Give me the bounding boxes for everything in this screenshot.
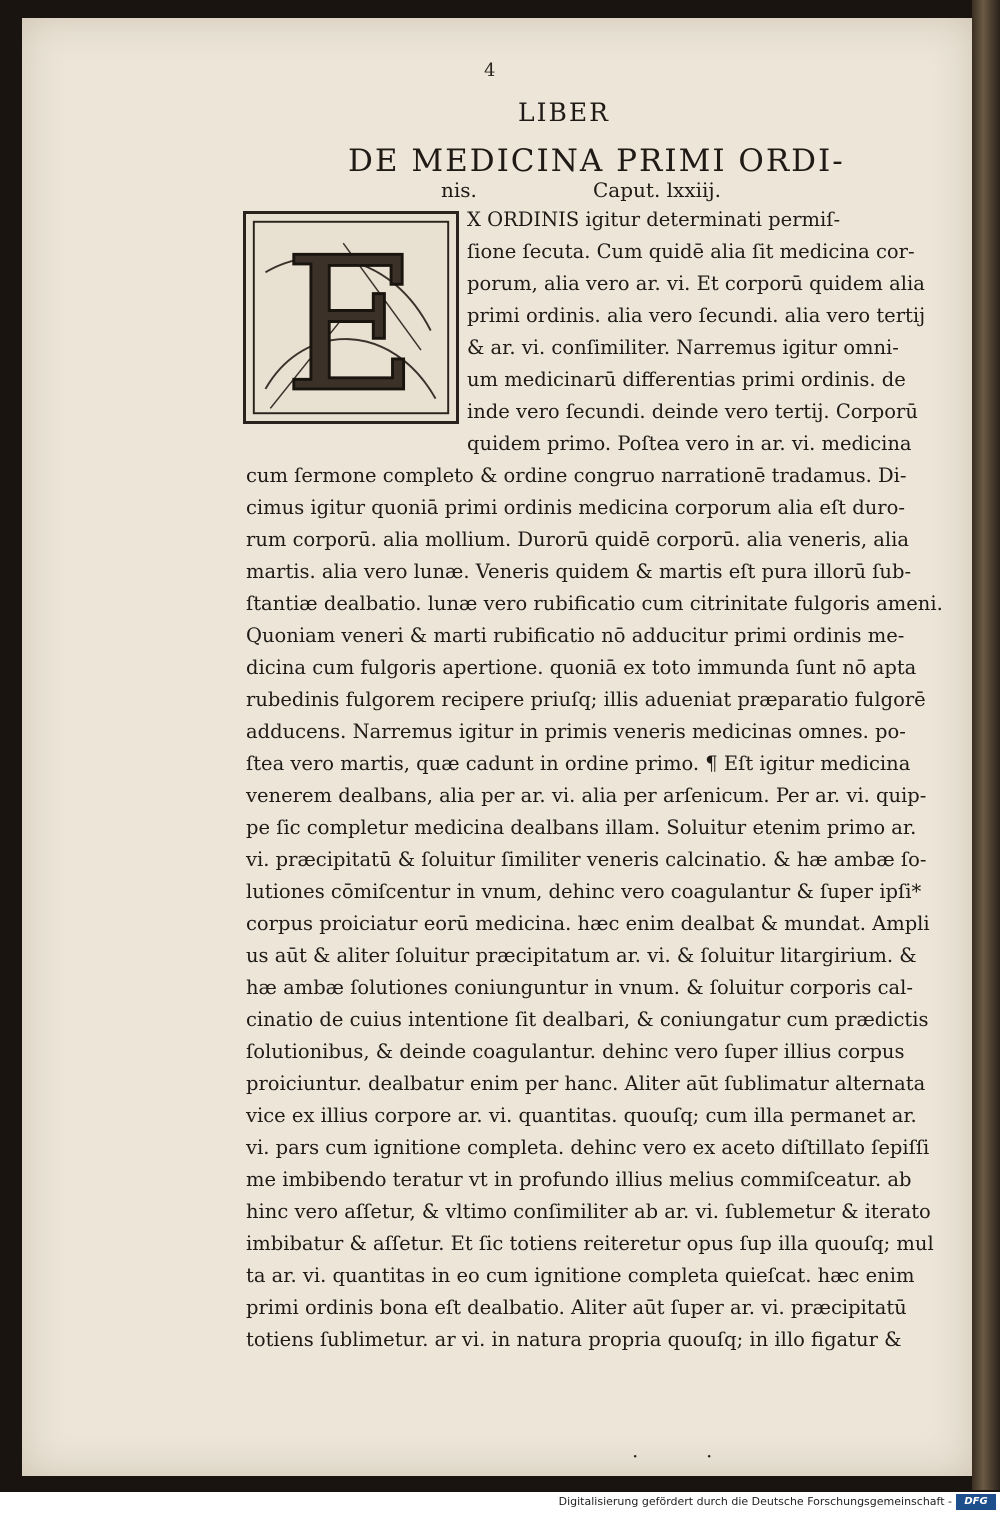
- text-line: lutiones cōmiſcentur in vnum, dehinc vero coagulantur & ſuper ipſi*: [246, 880, 922, 903]
- text-line: ſione ſecuta. Cum quidē alia ſit medicina cor-: [467, 240, 915, 263]
- folio-number: 4: [484, 60, 496, 81]
- text-line: us aūt & aliter ſoluitur præcipitatum ar. vi. & ſoluitur litargirium. &: [246, 944, 917, 967]
- initial-letter-glyph: E: [283, 217, 419, 421]
- digitization-footer: [0, 1492, 1000, 1514]
- text-line: hinc vero aſſetur, & vltimo conſimiliter ab ar. vi. ſublemetur & iterato: [246, 1200, 931, 1223]
- text-line: rum corporū. alia mollium. Durorū quidē corporū. alia veneris, alia: [246, 528, 909, 551]
- text-line: porum, alia vero ar. vi. Et corporū quidem alia: [467, 272, 925, 295]
- text-line: ſolutionibus, & deinde coagulantur. dehinc vero ſuper illius corpus: [246, 1040, 905, 1063]
- text-line: & ar. vi. conſimiliter. Narremus igitur omni-: [467, 336, 899, 359]
- text-line: ta ar. vi. quantitas in eo cum ignitione completa quieſcat. hæc enim: [246, 1264, 915, 1287]
- chapter-title-continued: nis.: [441, 178, 477, 202]
- text-line: adducens. Narremus igitur in primis veneris medicinas omnes. po-: [246, 720, 906, 743]
- text-line: inde vero ſecundi. deinde vero tertij. Corporū: [467, 400, 918, 423]
- text-line: imbibatur & aſſetur. Et ſic totiens reiteretur opus ſup illa quouſq; mul: [246, 1232, 934, 1255]
- text-line: rubedinis fulgorem recipere priuſq; illis adueniat præparatio fulgorē: [246, 688, 926, 711]
- text-line: dicina cum fulgoris apertione. quoniā ex toto immunda ſunt nō apta: [246, 656, 917, 679]
- signature-mark: ·: [632, 1444, 639, 1468]
- signature-mark: ·: [706, 1444, 713, 1468]
- text-line: martis. alia vero lunæ. Veneris quidem & martis eſt pura illorū ſub-: [246, 560, 912, 583]
- text-line: Quoniam veneri & marti rubificatio nō adducitur primi ordinis me-: [246, 624, 905, 647]
- text-line: um medicinarū differentias primi ordinis. de: [467, 368, 906, 391]
- text-line: cimus igitur quoniā primi ordinis medicina corporum alia eſt duro-: [246, 496, 905, 519]
- text-line: X ORDINIS igitur determinati permiſ-: [467, 208, 841, 231]
- text-line: me imbibendo teratur vt in profundo illius melius commiſceatur. ab: [246, 1168, 912, 1191]
- text-line: venerem dealbans, alia per ar. vi. alia per arſenicum. Per ar. vi. quip-: [246, 784, 927, 807]
- running-head: LIBER: [518, 98, 610, 127]
- text-line: primi ordinis. alia vero ſecundi. alia vero tertij: [467, 304, 926, 327]
- dfg-logo: DFG: [956, 1494, 996, 1510]
- text-line: primi ordinis bona eſt dealbatio. Aliter aūt ſuper ar. vi. præcipitatū: [246, 1296, 907, 1319]
- text-line: quidem primo. Poſtea vero in ar. vi. medicina: [467, 432, 912, 455]
- text-line: pe ſic completur medicina dealbans illam. Soluitur etenim primo ar.: [246, 816, 917, 839]
- text-line: ſtea vero martis, quæ cadunt in ordine primo. ¶ Eſt igitur medicina: [246, 752, 911, 775]
- text-line: cum ſermone completo & ordine congruo narrationē tradamus. Di-: [246, 464, 907, 487]
- text-line: vi. præcipitatū & ſoluitur ſimiliter veneris calcinatio. & hæ ambæ ſo-: [246, 848, 927, 871]
- text-line: corpus proiciatur eorū medicina. hæc enim dealbat & mundat. Ampli: [246, 912, 930, 935]
- text-line: proiciuntur. dealbatur enim per hanc. Aliter aūt ſublimatur alternata: [246, 1072, 926, 1095]
- text-line: totiens ſublimetur. ar vi. in natura propria quouſq; in illo figatur &: [246, 1328, 902, 1351]
- footer-credit: Digitalisierung gefördert durch die Deutsche Forschungsgemeinschaft -: [558, 1495, 952, 1508]
- text-line: ſtantiæ dealbatio. lunæ vero rubificatio cum citrinitate fulgoris ameni.: [246, 592, 943, 615]
- text-line: cinatio de cuius intentione ſit dealbari, & coniungatur cum prædictis: [246, 1008, 929, 1031]
- text-line: vice ex illius corpore ar. vi. quantitas. quouſq; cum illa permanet ar.: [246, 1104, 917, 1127]
- chapter-title: DE MEDICINA PRIMI ORDI-: [348, 143, 845, 179]
- chapter-number: Caput. lxxiij.: [593, 178, 721, 202]
- text-line: vi. pars cum ignitione completa. dehinc vero ex aceto diſtillato ſepiſſi: [246, 1136, 930, 1159]
- text-line: hæ ambæ ſolutiones coniunguntur in vnum. & ſoluitur corporis cal-: [246, 976, 913, 999]
